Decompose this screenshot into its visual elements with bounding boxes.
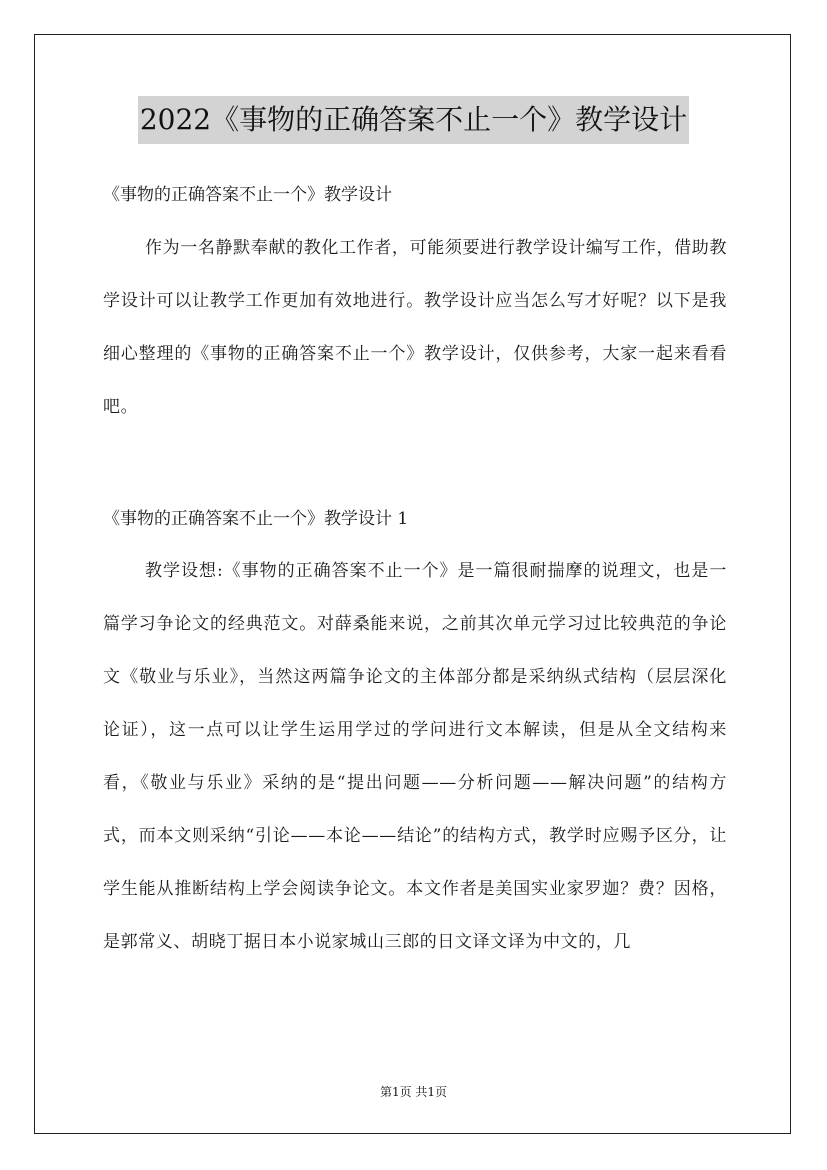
document-title: 2022《事物的正确答案不止一个》教学设计 [138, 96, 689, 144]
title-container [0, 96, 827, 144]
section-paragraph: 教学设想:《事物的正确答案不止一个》是一篇很耐揣摩的说理文，也是一篇学习争论文的经典范文。对薛桑能来说，之前其次单元学习过比较典范的争论文《敬业与乐业》，当然这两篇争论文的主体部分都是采纳纵式结构（层层深化论证），这一点可以让学生运用学过的学问进行文本解读，但是从全文结构来看，《敬业与乐业》采纳的是“提出问题——分析问题——解决问题”的结构方式，而本文则采纳“引论——本论——结论”的结构方式，教学时应赐予区分，让学生能从推断结构上学会阅读争论文。本文作者是美国实业家罗迦？费？因格，是郭常义、胡晓丁据日本小说家城山三郎的日文译文译为中文的，几 [103, 561, 727, 952]
page-footer: 第1页 共1页 [379, 1085, 448, 1099]
section-heading: 《事物的正确答案不止一个》教学设计 1 [103, 509, 409, 529]
intro-paragraph-block [103, 222, 727, 434]
section-paragraph-block [103, 545, 727, 969]
document-subtitle: 《事物的正确答案不止一个》教学设计 [103, 185, 392, 205]
intro-paragraph: 作为一名静默奉献的教化工作者，可能须要进行教学设计编写工作，借助教学设计可以让教学工作更加有效地进行。教学设计应当怎么写才好呢？以下是我细心整理的《事物的正确答案不止一个》教学设计，仅供参考，大家一起来看看吧。 [103, 238, 727, 417]
